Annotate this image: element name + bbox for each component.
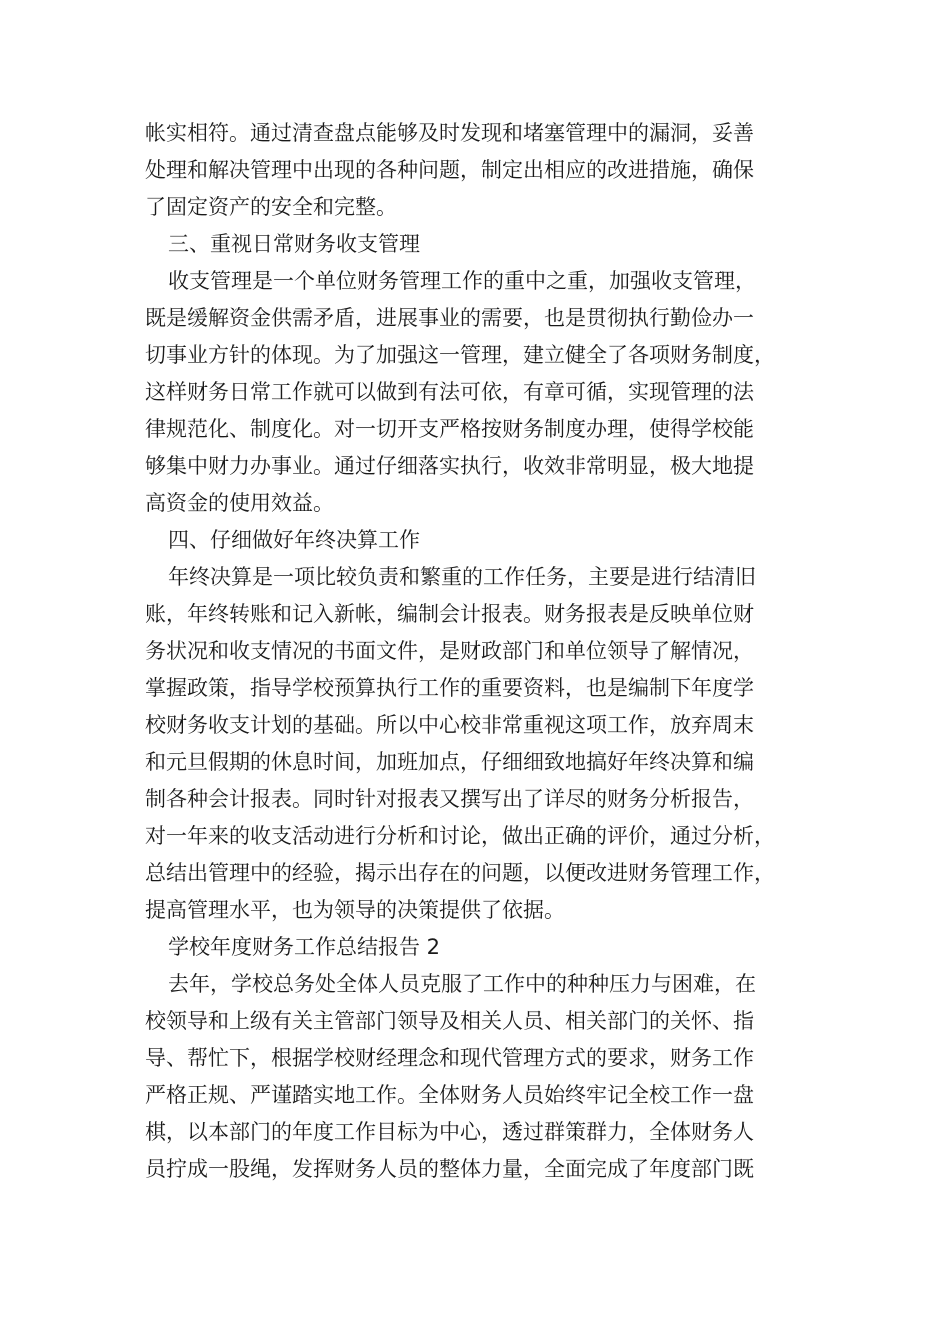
paragraph-line: 这样财务日常工作就可以做到有法可依，有章可循，实现管理的法 [145,380,754,404]
paragraph-line: 帐实相符。通过清查盘点能够及时发现和堵塞管理中的漏洞，妥善 [145,121,754,145]
paragraph-line: 既是缓解资金供需矛盾，进展事业的需要，也是贯彻执行勤俭办一 [145,306,754,330]
section-heading: 四、仔细做好年终决算工作 [168,528,420,552]
paragraph-line: 够集中财力办事业。通过仔细落实执行，收效非常明显，极大地提 [145,454,754,478]
section-heading: 三、重视日常财务收支管理 [168,232,420,256]
paragraph-line: 年终决算是一项比较负责和繁重的工作任务，主要是进行结清旧 [168,565,756,589]
paragraph-line: 切事业方针的体现。为了加强这一管理，建立健全了各项财务制度， [145,343,775,367]
paragraph-line: 总结出管理中的经验，揭示出存在的问题，以便改进财务管理工作， [145,861,775,885]
paragraph-line: 务状况和收支情况的书面文件，是财政部门和单位领导了解情况， [145,639,754,663]
paragraph-line: 员拧成一股绳，发挥财务人员的整体力量，全面完成了年度部门既 [145,1157,754,1181]
paragraph-line: 严格正规、严谨踏实地工作。全体财务人员始终牢记全校工作一盘 [145,1083,754,1107]
paragraph-line: 制各种会计报表。同时针对报表又撰写出了详尽的财务分析报告， [145,787,754,811]
paragraph-line: 处理和解决管理中出现的各种问题，制定出相应的改进措施，确保 [145,158,754,182]
paragraph-line: 账，年终转账和记入新帐，编制会计报表。财务报表是反映单位财 [145,602,754,626]
paragraph-line: 去年，学校总务处全体人员克服了工作中的种种压力与困难，在 [168,972,756,996]
paragraph-line: 导、帮忙下，根据学校财经理念和现代管理方式的要求，财务工作 [145,1046,754,1070]
paragraph-line: 提高管理水平，也为领导的决策提供了依据。 [145,898,565,922]
paragraph-line: 了固定资产的安全和完整。 [145,195,397,219]
paragraph-line: 掌握政策，指导学校预算执行工作的重要资料，也是编制下年度学 [145,676,754,700]
paragraph-line: 校财务收支计划的基础。所以中心校非常重视这项工作，放弃周末 [145,713,754,737]
paragraph-line: 校领导和上级有关主管部门领导及相关人员、相关部门的关怀、指 [145,1009,754,1033]
paragraph-line: 收支管理是一个单位财务管理工作的重中之重，加强收支管理， [168,269,756,293]
paragraph-line: 高资金的使用效益。 [145,491,334,515]
report-title: 学校年度财务工作总结报告 2 [168,935,441,959]
paragraph-line: 对一年来的收支活动进行分析和讨论，做出正确的评价，通过分析， [145,824,775,848]
paragraph-line: 和元旦假期的休息时间，加班加点，仔细细致地搞好年终决算和编 [145,750,754,774]
paragraph-line: 律规范化、制度化。对一切开支严格按财务制度办理，使得学校能 [145,417,754,441]
paragraph-line: 棋，以本部门的年度工作目标为中心，透过群策群力，全体财务人 [145,1120,754,1144]
